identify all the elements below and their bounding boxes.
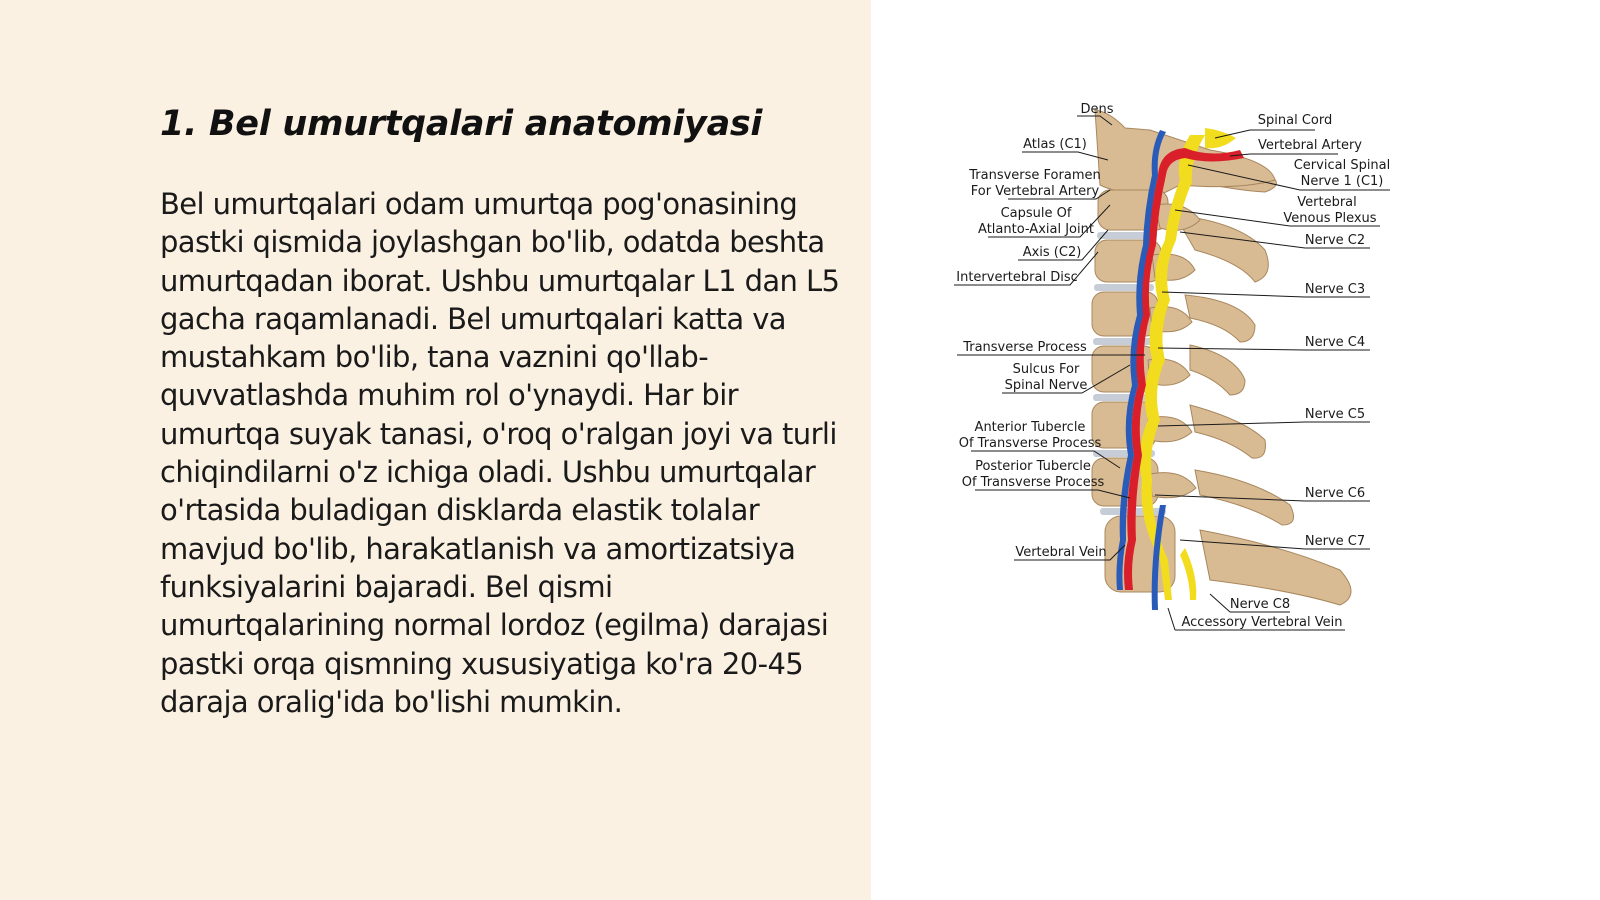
slide-title: 1. Bel umurtqalari anatomiyasi (160, 104, 763, 144)
label-cervical-nerve-1a: Cervical Spinal (1293, 158, 1391, 173)
label-sulcus-1: Sulcus For (1012, 362, 1080, 377)
label-vertebral-artery: Vertebral Artery (1258, 138, 1362, 153)
label-capsule-1: Capsule Of (1000, 206, 1072, 221)
label-nerve-c2: Nerve C2 (1304, 233, 1366, 248)
label-atlas: Atlas (C1) (1023, 137, 1087, 152)
left-labels (956, 102, 1113, 560)
spinal-cord-top (1205, 128, 1236, 148)
label-nerve-c3: Nerve C3 (1304, 282, 1366, 297)
label-anterior-tubercle-1: Anterior Tubercle (974, 420, 1086, 435)
label-transverse-process: Transverse Process (963, 340, 1087, 355)
label-accessory-vein: Accessory Vertebral Vein (1181, 615, 1343, 630)
nerve-c8-branch (1180, 548, 1196, 600)
label-nerve-c6: Nerve C6 (1304, 486, 1366, 501)
label-nerve-c4: Nerve C4 (1304, 335, 1366, 350)
label-dens: Dens (1080, 102, 1114, 117)
label-axis: Axis (C2) (1022, 245, 1082, 260)
label-nerve-c8: Nerve C8 (1229, 597, 1291, 612)
label-transverse-foramen-1: Transverse Foramen (969, 168, 1101, 183)
label-anterior-tubercle-2: Of Transverse Process (958, 436, 1102, 451)
label-intervertebral-disc: Intervertebral Disc (956, 270, 1078, 285)
label-spinal-cord: Spinal Cord (1257, 113, 1333, 128)
label-nerve-c5: Nerve C5 (1304, 407, 1366, 422)
label-posterior-tubercle-2: Of Transverse Process (961, 475, 1105, 490)
label-posterior-tubercle-1: Posterior Tubercle (975, 459, 1091, 474)
label-venous-plexus-2: Venous Plexus (1283, 211, 1377, 226)
slide-body-text: Bel umurtqalari odam umurtqa pog'onasining pastki qismida joylashgan bo'lib, odatda beshta umurtqadan iborat. Ushbu umurtqalar L1 dan L5 gacha raqamlanadi. Bel umurtqalari katta va mustahkam bo'lib, tana vaznini qo'llab-quvvatlashda muhim rol o'ynaydi. Har bir umurtqa suyak tanasi, o'roq o'ralgan joyi va turli chiqindilarni o'z ichiga oladi. Ushbu umurtqalar o'rtasida buladigan disklarda elastik tolalar mavjud bo'lib, harakatlanish va amortizatsiya funksiyalarini bajaradi. Bel qismi umurtqalarining normal lordoz (egilma) darajasi pastki orqa qismning xususiyatiga ko'ra 20-45 daraja oralig'ida bo'lishi mumkin. (160, 187, 840, 719)
label-vertebral-vein: Vertebral Vein (1015, 545, 1107, 560)
label-capsule-2: Atlanto-Axial Joint (978, 222, 1094, 237)
label-nerve-c7: Nerve C7 (1304, 534, 1366, 549)
cervical-spine-diagram (940, 95, 1400, 640)
label-venous-plexus-1: Vertebral (1297, 195, 1357, 210)
label-cervical-nerve-1b: Nerve 1 (C1) (1300, 174, 1384, 189)
label-sulcus-2: Spinal Nerve (1004, 378, 1088, 393)
label-transverse-foramen-2: For Vertebral Artery (970, 184, 1100, 199)
